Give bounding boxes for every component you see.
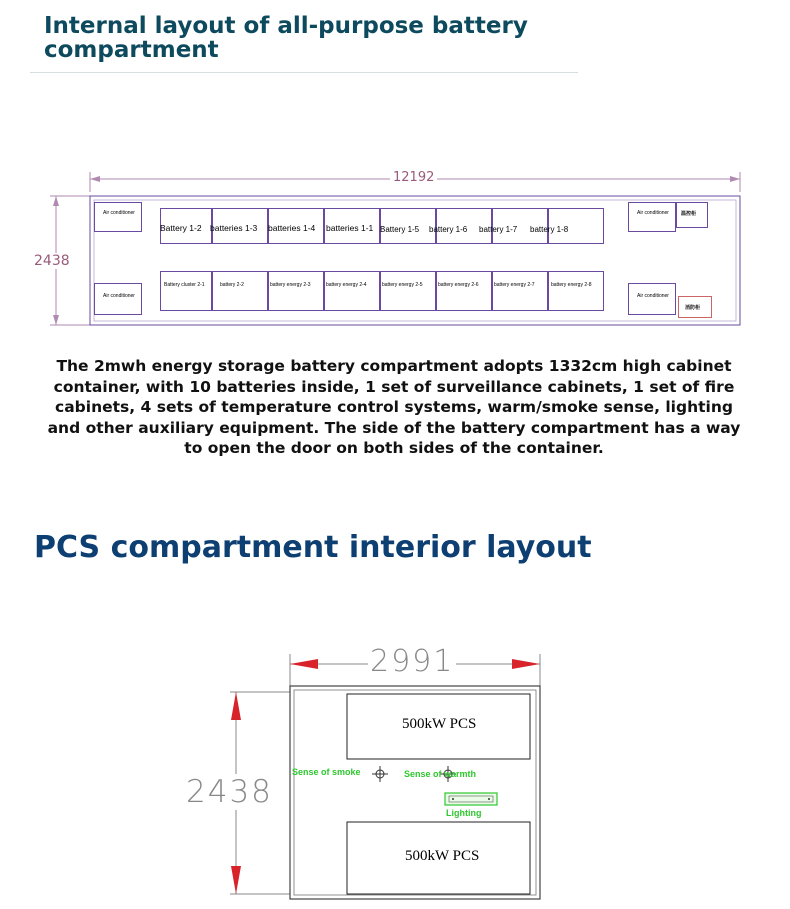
lighting-label: Lighting [446,808,482,818]
battery-2-7 [492,271,548,311]
battery-label-2-4: battery energy 2-4 [326,282,367,288]
pcs-compartment-title: PCS compartment interior layout [34,530,592,565]
pcs-length-dimension-label: 2991 [370,644,455,679]
battery-label-1-5: Battery 1-5 [380,225,420,234]
battery-label-2-1: Battery cluster 2-1 [164,282,205,288]
battery-2-3 [268,271,324,311]
battery-label-2-5: battery energy 2-5 [382,282,423,288]
battery-compartment-title: Internal layout of all-purpose battery compartment [44,13,528,63]
battery-2-5 [380,271,436,311]
battery-label-1-3: batteries 1-3 [210,223,258,233]
battery-compartment-description: The 2mwh energy storage battery compartment adopts 1332cm high cabinet container, with 10 batteries inside, 1 set of surveillance cabinets, 1 set of fire cabinets, 4 sets of temperature control systems, warm/smoke sense, lighting and other auxiliary equipment. The side of the battery compartment has a way to open the door on both sides of the container. [47,357,741,457]
battery-2-4 [324,271,380,311]
air-conditioner-bottom-right: Air conditioner [628,283,676,315]
battery-compartment-drawing [0,160,790,340]
battery-label-1-8: battery 1-8 [530,225,569,234]
warmth-sensor-label: Sense of warmth [404,769,477,779]
battery-2-1 [160,271,212,311]
pcs-top-label: 500kW PCS [402,716,477,732]
battery-label-1-2: Battery 1-2 [160,223,202,233]
air-conditioner-bottom-left: Air conditioner [94,283,142,315]
title-divider [30,72,578,73]
battery-label-2-7: battery energy 2-7 [494,282,535,288]
length-dimension-label: 12192 [390,170,437,185]
pcs-width-dimension-label: 2438 [186,774,273,810]
battery-label-2-3: battery energy 2-3 [270,282,311,288]
smoke-sensor-label: Sense of smoke [292,767,361,777]
air-conditioner-top-left: Air conditioner [94,202,142,232]
battery-label-1-6: battery 1-6 [429,225,468,234]
battery-label-2-6: battery energy 2-6 [438,282,479,288]
battery-2-6 [436,271,492,311]
battery-label-1-1: batteries 1-1 [326,223,374,233]
battery-label-1-4: batteries 1-4 [268,223,316,233]
battery-label-2-8: battery energy 2-8 [551,282,592,288]
battery-row-top [160,208,604,244]
battery-label-2-2: battery 2-2 [220,282,244,288]
battery-row-bottom [160,271,604,311]
pcs-dimension-lines [0,640,790,909]
surveillance-cabinet: 温控柜 [676,202,708,228]
battery-2-2 [212,271,268,311]
battery-2-8 [548,271,604,311]
battery-label-1-7: battery 1-7 [479,225,518,234]
pcs-compartment-drawing [0,640,790,909]
pcs-bottom-label: 500kW PCS [405,848,480,864]
air-conditioner-top-right: Air conditioner [628,202,676,232]
fire-cabinet: 消防柜 [678,296,712,318]
width-dimension-label: 2438 [34,253,70,269]
